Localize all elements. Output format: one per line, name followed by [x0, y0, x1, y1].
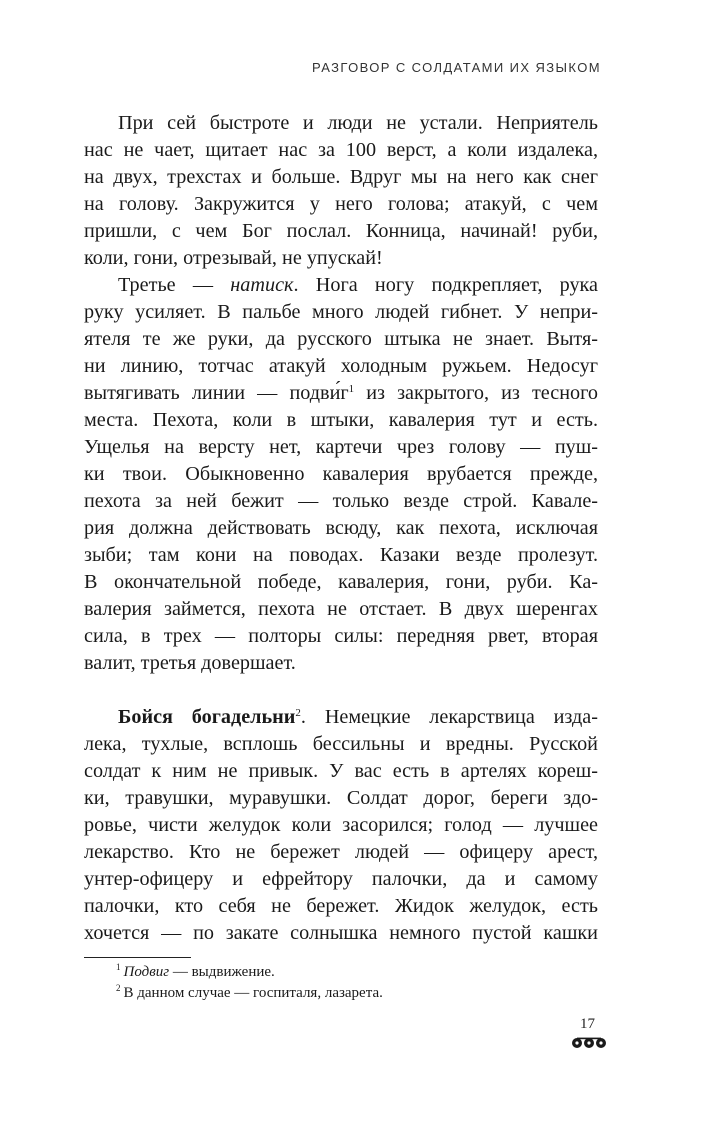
section-heading: Бойся богадельни	[118, 706, 296, 728]
text-line: валерия займется, пехота не отстает. В двух шеренгах	[84, 598, 598, 620]
page-number: 17	[580, 1016, 595, 1032]
text-line: В окончательной победе, кавалерия, гони, руби. Ка-	[84, 571, 598, 593]
text-line: ятеля те же руки, да русского штыка не знает. Вытя-	[84, 328, 598, 350]
text-line: солдат к ним не привык. У вас есть в артелях кореш-	[84, 760, 598, 782]
text-line: на двух, трехстах и больше. Вдруг мы на него как снег	[84, 166, 598, 188]
text-line: на голову. Закружится у него голова; атакуй, с чем	[84, 193, 598, 215]
text-line: ни линию, тотчас атакуй холодным ружьем. Недосуг	[84, 355, 598, 377]
body-text	[84, 110, 598, 947]
text-line: ки, травушки, муравушки. Солдат дорог, береги здо-	[84, 787, 598, 809]
footnote-1: $^1$ Подвиг — выдвижение.	[116, 962, 275, 980]
text-line: ки твои. Обыкновенно кавалерия врубается прежде,	[84, 463, 598, 485]
text-line: Ущелья на версту нет, картечи чрез голову — пуш-	[84, 436, 598, 458]
footnote-ref-2[interactable]: 2	[295, 707, 301, 719]
text-line: палочки, кто себя не бережет. Жидок желудок, есть	[84, 895, 598, 917]
text-line: рия должна действовать всюду, как пехота, исключая	[84, 517, 598, 539]
text-line: нас не чает, щитает нас за 100 верст, а коли издалека,	[84, 139, 598, 161]
footnotes	[116, 962, 383, 1004]
text-line: хочется — по закате солнышка немного пустой кашки	[84, 922, 598, 944]
emphasis-natisk: натиск	[230, 274, 294, 296]
text-line: коли, гони, отрезывай, не упускай!	[84, 247, 383, 269]
text-line: Третье — натиск. Нога ногу подкрепляет, рука	[118, 274, 598, 296]
text-line: лека, тухлые, всплошь бессильны и вредны. Русской	[84, 733, 598, 755]
text-line: сила, в трех — полторы силы: передняя рвет, вторая	[84, 625, 598, 647]
text-line: пехота за ней бежит — только везде строй. Кавале-	[84, 490, 598, 512]
section-gap	[84, 677, 598, 704]
footnote-divider	[84, 957, 191, 958]
ornament-icon	[571, 1036, 607, 1050]
text-line: руку усиляет. В пальбе много людей гибнет. У непри-	[84, 301, 598, 323]
text-line: При сей быстроте и люди не устали. Неприятель	[118, 112, 598, 134]
footnote-2: $^2$ В данном случае — госпиталя, лазарета.	[116, 983, 383, 1001]
text-line: зыби; там кони на поводах. Казаки везде пролезут.	[84, 544, 598, 566]
text-line: унтер-офицеру и ефрейтору палочки, да и самому	[84, 868, 598, 890]
footnote-ref-1[interactable]: 1	[348, 383, 355, 395]
text-line: ровье, чисти желудок коли засорился; голод — лучшее	[84, 814, 598, 836]
text-line: лекарство. Кто не бережет людей — офицеру арест,	[84, 841, 598, 863]
text-line: Бойся богадельни$^2$. Немецкие лекарствица изда-	[118, 706, 598, 728]
running-head: РАЗГОВОР С СОЛДАТАМИ ИХ ЯЗЫКОМ	[312, 60, 601, 75]
text-line: места. Пехота, коли в штыки, кавалерия тут и есть.	[84, 409, 598, 431]
text-line: пришли, с чем Бог послал. Конница, начинай! руби,	[84, 220, 598, 242]
text-line: валит, третья довершает.	[84, 652, 296, 674]
text-line: вытягивать линии — $подви́г^1$ из закрытого, из тесного	[84, 382, 598, 404]
